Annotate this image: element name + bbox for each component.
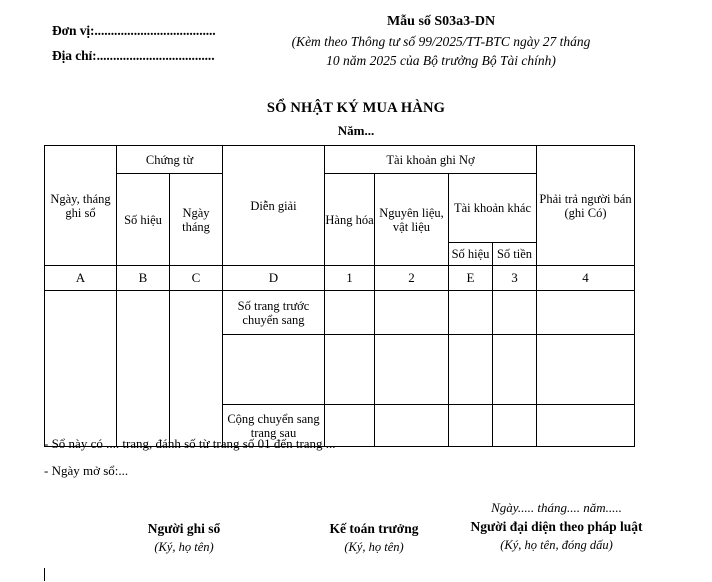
col-header-voucher-group: Chứng từ [117, 146, 223, 174]
cell-voucher-date[interactable] [170, 291, 223, 447]
form-reference-line-1: (Kèm theo Thông tư số 99/2025/TT-BTC ngày 27 tháng [291, 34, 591, 49]
table-row[interactable] [45, 291, 635, 335]
cell-other-amount[interactable] [493, 335, 537, 405]
code-cell-1: 1 [325, 266, 375, 291]
note-open-date: - Ngày mở sổ:... [44, 463, 129, 478]
cell-goods[interactable] [325, 291, 375, 335]
col-header-voucher-date: Ngày tháng [170, 174, 223, 266]
address-field: Địa chỉ:.................................... [52, 48, 215, 63]
note-pages: - Sổ này có .... trang, đánh số từ trang số 01 đến trang ... [44, 436, 336, 451]
col-header-other-account-group: Tài khoản khác [449, 174, 537, 243]
signature-note-chief-accountant: (Ký, họ tên) [344, 540, 404, 554]
col-header-other-amount: Số tiền [493, 243, 537, 266]
cell-description[interactable]: Số trang trước chuyển sang [223, 291, 325, 335]
signature-role-recorder: Người ghi sổ [147, 521, 221, 536]
signature-note-legal-representative: (Ký, họ tên, đóng dấu) [500, 538, 613, 552]
col-header-goods: Hàng hóa [325, 174, 375, 266]
code-cell-b: B [117, 266, 170, 291]
cell-voucher-number[interactable] [117, 291, 170, 447]
signature-role-chief-accountant: Kế toán trưởng [329, 521, 419, 536]
col-header-voucher-number: Số hiệu [117, 174, 170, 266]
signature-block-legal-representative [444, 498, 669, 554]
col-header-debit-account-group: Tài khoản ghi Nợ [325, 146, 537, 174]
col-header-payable: Phải trả người bán (ghi Có) [537, 146, 635, 266]
form-code: Mẫu số S03a3-DN [386, 14, 496, 29]
code-cell-4: 4 [537, 266, 635, 291]
unit-field: Đơn vị:..................................... [52, 23, 216, 38]
code-cell-d: D [223, 266, 325, 291]
col-header-other-number: Số hiệu [449, 243, 493, 266]
signature-block-chief-accountant [294, 520, 454, 556]
col-header-description: Diễn giải [223, 146, 325, 266]
cell-materials[interactable] [375, 335, 449, 405]
text-cursor [44, 568, 45, 581]
signature-note-recorder: (Ký, họ tên) [154, 540, 214, 554]
cell-description[interactable] [223, 335, 325, 405]
cell-date-record[interactable] [45, 291, 117, 447]
cell-other-number[interactable] [449, 291, 493, 335]
form-reference-line-2: 10 năm 2025 của Bộ trưởng Bộ Tài chính) [326, 53, 556, 68]
code-cell-2: 2 [375, 266, 449, 291]
unit-info-block [52, 18, 302, 68]
signature-block-recorder [104, 520, 264, 556]
cell-other-number[interactable] [449, 335, 493, 405]
cell-payable[interactable] [537, 335, 635, 405]
ledger-table-container [44, 145, 634, 447]
form-reference-block [276, 12, 606, 70]
footer-notes [44, 430, 644, 484]
col-header-materials: Nguyên liệu, vật liệu [375, 174, 449, 266]
purchase-journal-table [44, 145, 635, 447]
cell-other-amount[interactable] [493, 291, 537, 335]
cell-payable[interactable] [537, 291, 635, 335]
code-cell-3: 3 [493, 266, 537, 291]
signature-date-line: Ngày..... tháng.... năm..... [491, 500, 622, 515]
col-header-date-record: Ngày, tháng ghi sổ [45, 146, 117, 266]
cell-goods[interactable] [325, 335, 375, 405]
signature-role-legal-representative: Người đại diện theo pháp luật [470, 519, 643, 534]
cell-description[interactable]: Cộng chuyển sang trang sau [223, 405, 325, 447]
code-cell-e: E [449, 266, 493, 291]
page-title: SỔ NHẬT KÝ MUA HÀNG [266, 100, 446, 116]
code-cell-c: C [170, 266, 223, 291]
cell-materials[interactable] [375, 291, 449, 335]
page-year: Năm... [337, 123, 375, 138]
document-header [0, 12, 712, 90]
code-cell-a: A [45, 266, 117, 291]
column-code-row [45, 266, 635, 291]
signature-area [44, 498, 669, 582]
